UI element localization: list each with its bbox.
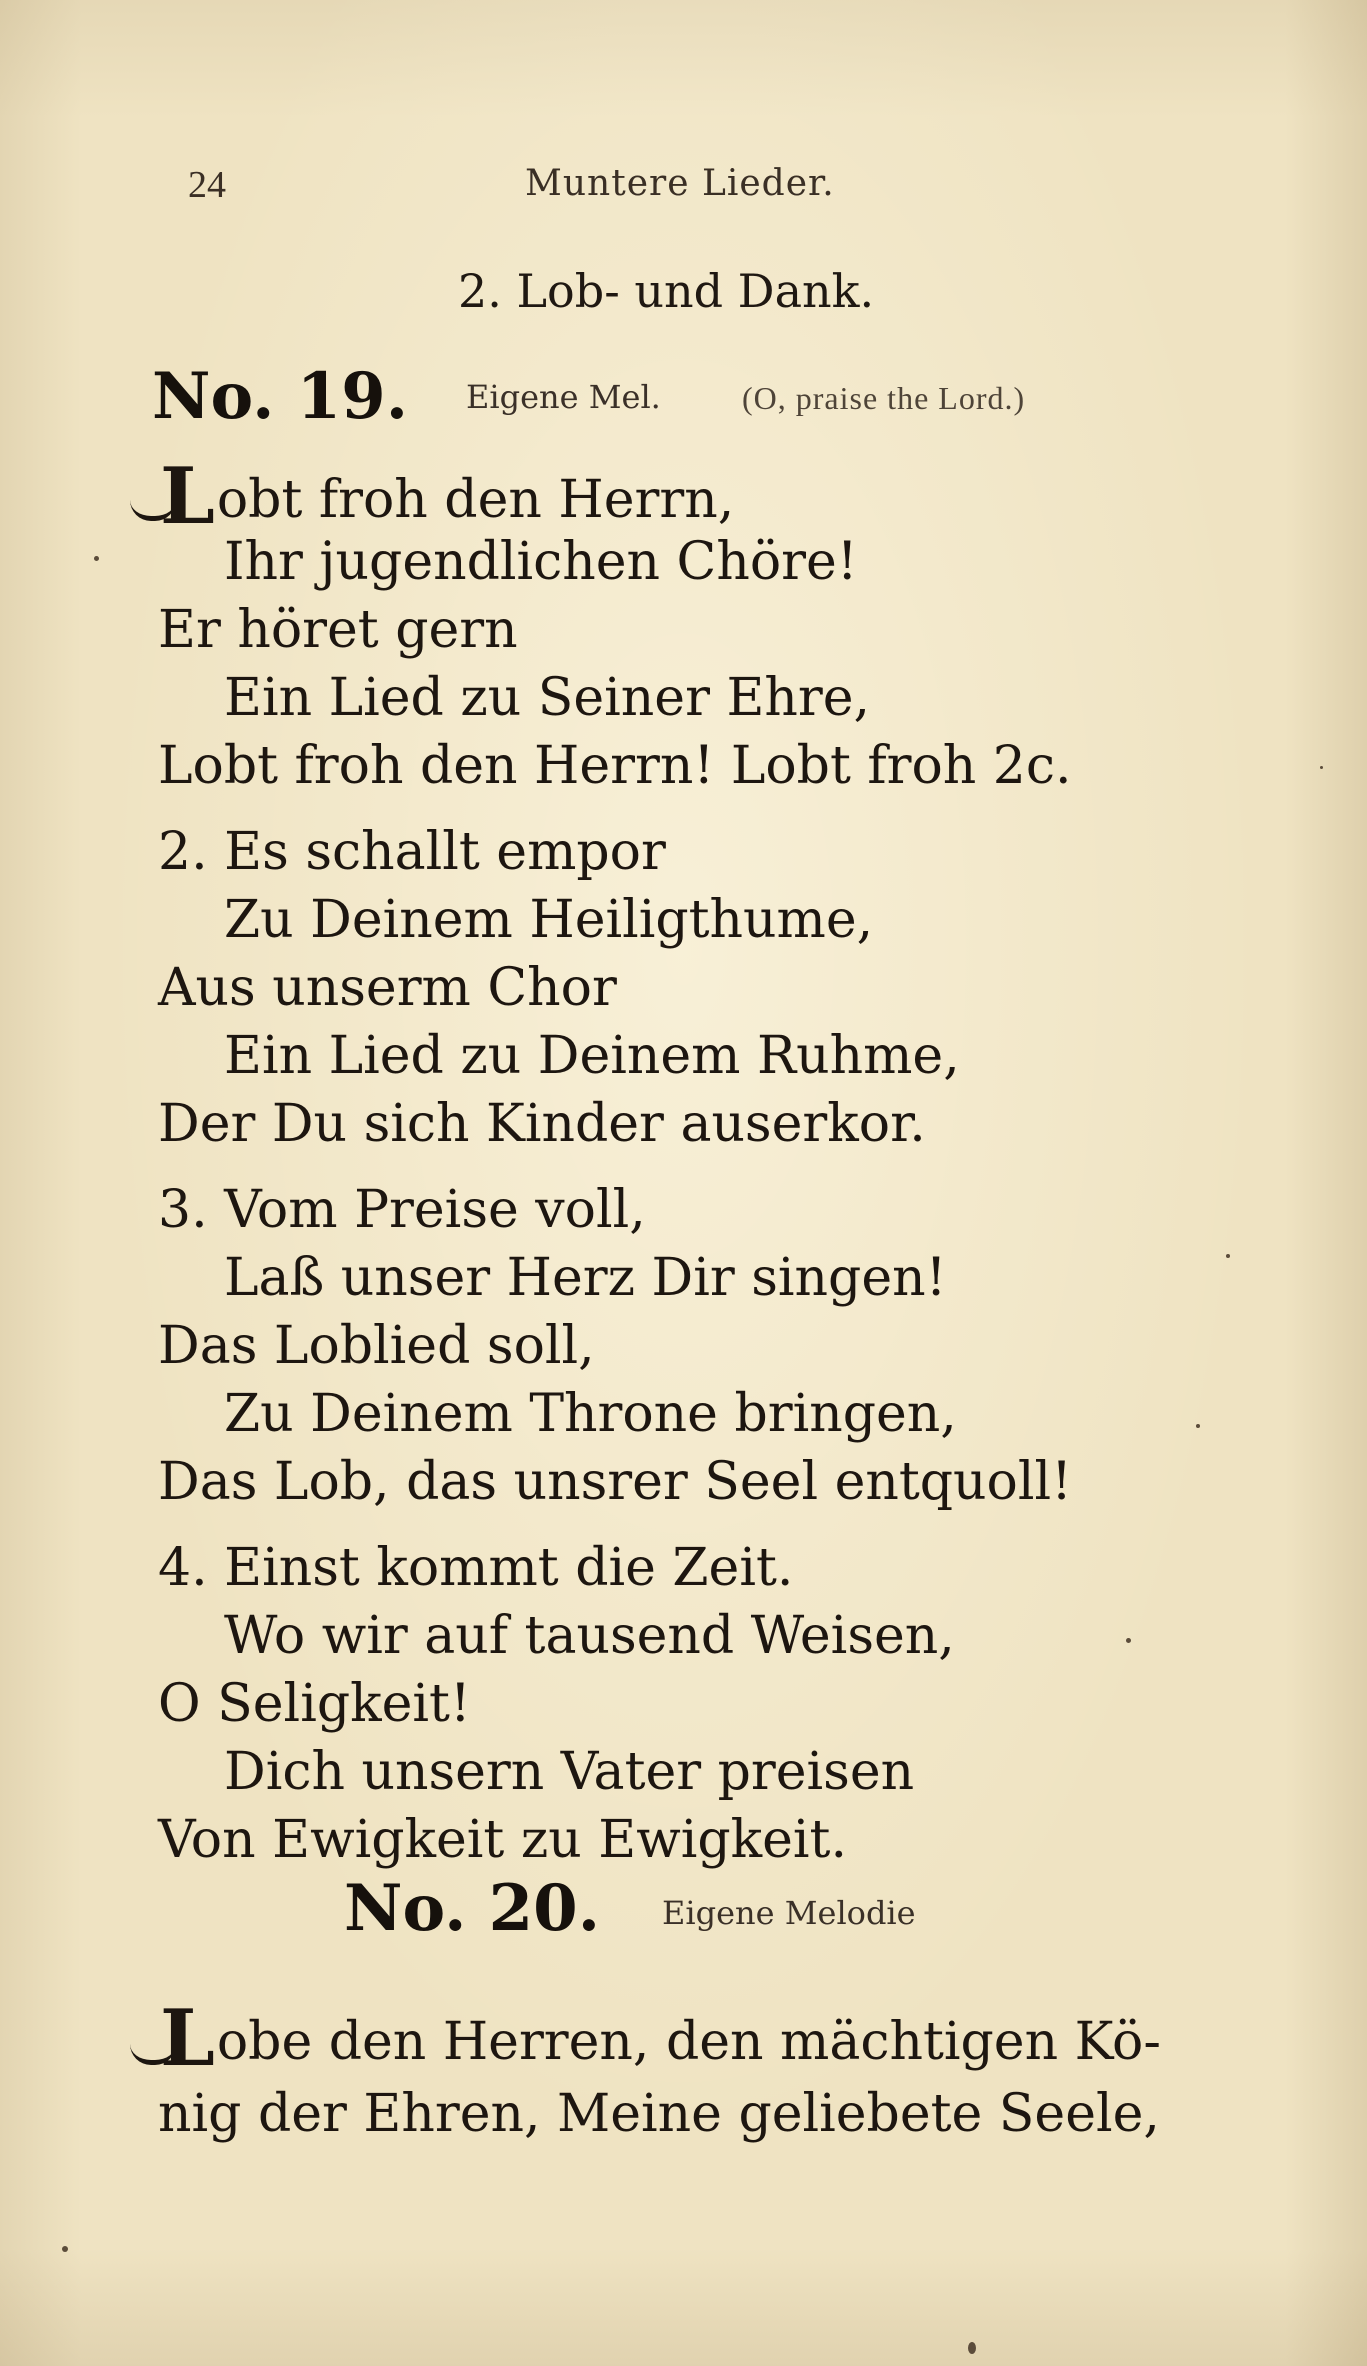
- verse-line: O Seligkeit!: [158, 1674, 471, 1734]
- hymn-19-english-title: (O, praise the Lord.): [742, 380, 1026, 416]
- paper-speck: [1320, 766, 1323, 769]
- verse-line: Von Ewigkeit zu Ewigkeit.: [158, 1810, 847, 1870]
- paper-speck: [1196, 1424, 1200, 1428]
- verse-line: Wo wir auf tausend Weisen,: [224, 1606, 955, 1666]
- verse-line: Lobt froh den Herrn! Lobt froh 2c.: [158, 736, 1072, 796]
- running-title: Muntere Lieder.: [525, 163, 835, 204]
- hymn-19-melody: Eigene Mel.: [466, 378, 661, 416]
- hymn-20-line-1: [160, 1993, 1161, 2084]
- verse-line: Aus unserm Chor: [158, 958, 617, 1018]
- verse-line: Laß unser Herz Dir singen!: [224, 1248, 947, 1308]
- verse-line: Zu Deinem Heiligthume,: [224, 890, 874, 950]
- hymn-19-initial: L: [160, 451, 215, 542]
- verse-line: Zu Deinem Throne bringen,: [224, 1384, 957, 1444]
- paper-speck: [94, 556, 99, 561]
- verse-line: 2. Es schallt empor: [158, 822, 666, 882]
- verse-line: Ein Lied zu Seiner Ehre,: [224, 668, 871, 728]
- verse-line: 3. Vom Preise voll,: [158, 1180, 646, 1240]
- hymn-19-line-1: [160, 451, 735, 542]
- verse-line: Ein Lied zu Deinem Ruhme,: [224, 1026, 960, 1086]
- paper-speck: [1226, 1254, 1230, 1258]
- paper-speck: [1126, 1638, 1131, 1643]
- verse-line: 4. Einst kommt die Zeit.: [158, 1538, 794, 1598]
- hymn-20-initial: L: [160, 1993, 215, 2084]
- verse-line: Das Loblied soll,: [158, 1316, 595, 1376]
- hymn-19-line-1-text: obt froh den Herrn,: [216, 470, 735, 530]
- verse-line: Das Lob, das unsrer Seel entquoll!: [158, 1452, 1073, 1512]
- section-heading: 2. Lob- und Dank.: [458, 264, 875, 318]
- verse-line: nig der Ehren, Meine geliebete Seele,: [158, 2084, 1160, 2144]
- verse-line: Der Du sich Kinder auserkor.: [158, 1094, 926, 1154]
- verse-line: Er höret gern: [158, 600, 518, 660]
- hymn-20-line-1-text: obe den Herren, den mächtigen Kö-: [216, 2012, 1161, 2072]
- paper-speck: [62, 2246, 68, 2252]
- page-number: 24: [188, 164, 226, 206]
- hymn-20-melody: Eigene Melodie: [662, 1894, 916, 1932]
- hymn-20-number: No. 20.: [344, 1871, 600, 1946]
- verse-line: Ihr jugendlichen Chöre!: [224, 532, 858, 592]
- hymn-19-number: No. 19.: [152, 359, 408, 434]
- verse-line: Dich unsern Vater preisen: [224, 1742, 915, 1802]
- paper-speck: [968, 2342, 976, 2354]
